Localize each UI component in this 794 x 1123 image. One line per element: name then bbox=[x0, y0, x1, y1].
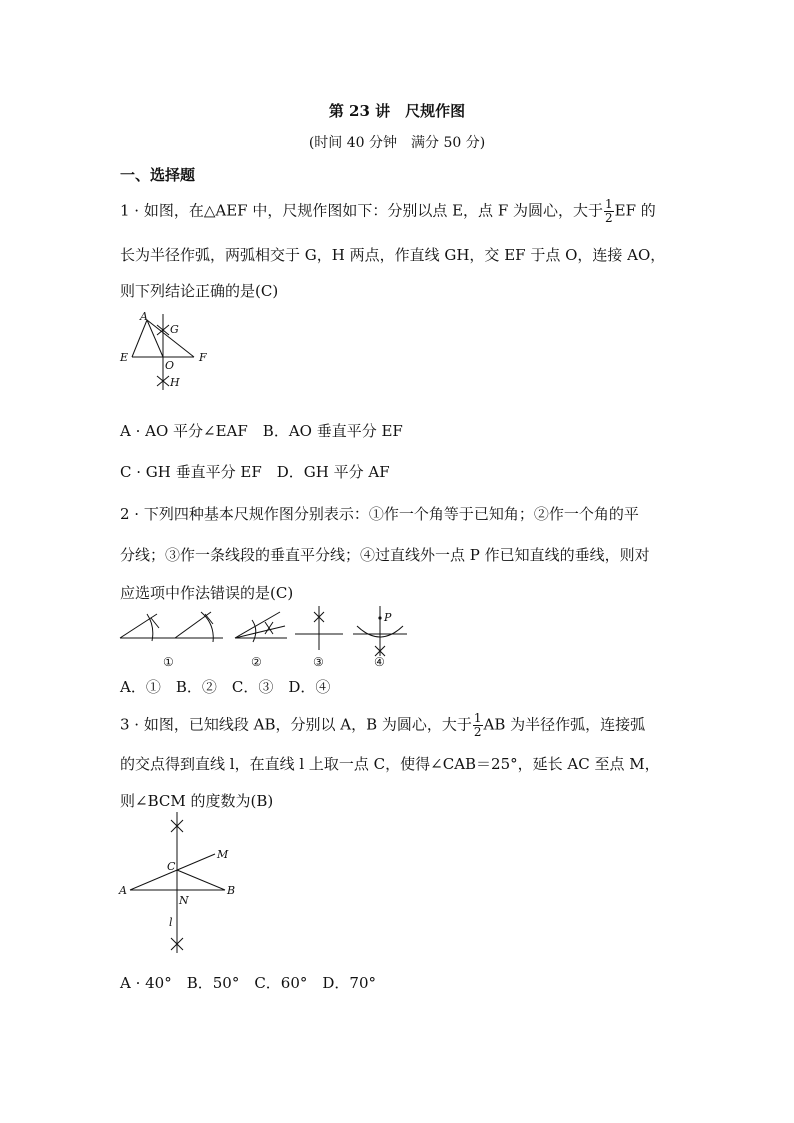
q2-figures bbox=[115, 602, 415, 670]
q2-fig1-ray bbox=[120, 614, 157, 638]
q1-segment-ao bbox=[147, 320, 163, 357]
q1-label-g: G bbox=[170, 323, 179, 336]
q3-line3: 则∠BCM 的度数为(B) bbox=[120, 792, 274, 810]
q3-line2: 的交点得到直线 l，在直线 l 上取一点 C，使得∠CAB＝25°，延长 AC 至点 M， bbox=[120, 755, 660, 773]
q3-label-n: N bbox=[179, 894, 189, 907]
q3-label-m: M bbox=[217, 848, 229, 861]
q3-line1-pre: 3 · 如图，已知线段 AB，分别以 A，B 为圆心，大于 bbox=[120, 715, 472, 734]
q2-fig3-ray bbox=[235, 612, 280, 638]
q1-options-row2: C · GH 垂直平分 EF D．GH 平分 AF bbox=[120, 463, 390, 481]
q2-label-2: ② bbox=[251, 655, 262, 669]
q2-fig3-bisector bbox=[235, 626, 285, 638]
q2-label-1: ① bbox=[163, 655, 174, 669]
q2-label-p: P bbox=[384, 611, 392, 624]
q1-frac-den: 2 bbox=[605, 211, 613, 225]
q2-options: A．① B．② C．③ D．④ bbox=[120, 678, 331, 696]
q3-label-a: A bbox=[119, 884, 127, 897]
q1-label-f: F bbox=[199, 351, 207, 364]
q1-line1-post: EF 的 bbox=[614, 201, 656, 220]
q1-label-h: H bbox=[170, 376, 180, 389]
q1-line2: 长为半径作弧，两弧相交于 G，H 两点，作直线 GH，交 EF 于点 O，连接 AO， bbox=[120, 246, 666, 264]
q1-fraction bbox=[604, 198, 614, 225]
q2-fig5-point-p bbox=[378, 616, 381, 619]
q3-line1-post: AB 为半径作弧，连接弧 bbox=[483, 715, 646, 734]
q3-options: A · 40° B．50° C．60° D．70° bbox=[120, 974, 377, 992]
q2-label-3: ③ bbox=[313, 655, 324, 669]
q2-line3: 应选项中作法错误的是(C) bbox=[120, 584, 294, 602]
q2-line2: 分线；③作一条线段的垂直平分线；④过直线外一点 P 作已知直线的垂线，则对 bbox=[120, 546, 650, 564]
page-title: 第 23 讲 尺规作图 bbox=[328, 102, 466, 120]
q2-fig3-arc bbox=[252, 620, 256, 642]
q1-segment-ea bbox=[132, 320, 147, 357]
q2-line1: 2 · 下列四种基本尺规作图分别表示：①作一个角等于已知角；②作一个角的平 bbox=[120, 505, 639, 523]
q3-figure bbox=[115, 808, 245, 958]
q3-frac-num: 1 bbox=[473, 711, 482, 725]
page-subtitle: (时间 40 分钟 满分 50 分) bbox=[308, 135, 486, 151]
q2-fig2-mark bbox=[205, 614, 213, 624]
q3-line1 bbox=[120, 712, 645, 739]
q1-frac-num: 1 bbox=[605, 197, 613, 211]
q1-line1 bbox=[120, 198, 656, 225]
q3-label-c: C bbox=[167, 860, 176, 873]
q1-options-row1: A · AO 平分∠EAF B．AO 垂直平分 EF bbox=[120, 422, 403, 440]
q1-line1-pre: 1 · 如图，在△AEF 中，尺规作图如下：分别以点 E，点 F 为圆心，大于 bbox=[120, 201, 604, 220]
q1-label-a: A bbox=[140, 310, 148, 323]
q1-line3: 则下列结论正确的是(C) bbox=[120, 282, 279, 300]
q1-figure bbox=[112, 310, 222, 392]
section-heading: 一、选择题 bbox=[120, 166, 196, 184]
q3-fraction bbox=[473, 712, 483, 739]
q3-segment-cb bbox=[177, 870, 225, 890]
q2-label-4: ④ bbox=[374, 655, 385, 669]
q3-label-b: B bbox=[227, 884, 236, 897]
q1-label-o: O bbox=[165, 359, 175, 372]
q1-label-e: E bbox=[120, 351, 129, 364]
q3-frac-den: 2 bbox=[473, 725, 482, 739]
q3-label-l: l bbox=[169, 916, 173, 929]
q2-fig3-mark bbox=[265, 622, 273, 634]
